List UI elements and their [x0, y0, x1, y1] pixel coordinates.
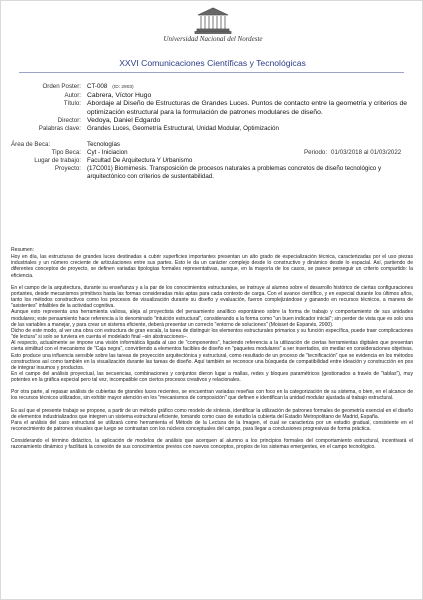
abstract-section	[11, 247, 413, 457]
orden-value	[87, 83, 416, 92]
abstract-paragraph-5: Al respecto, actualmente se impone una visión informática ligada al uso de "componentes", haciendo referencia a la utilización de ciertas herramientas digitales que presentan cierta similitud con el mecanismo de "Caja negra", convirtiendo a elementos facibles de diseño en "paquetes modulares" a ser insertados, sin mediar en consideraciones objetivas. Esto produce una influencia sensible sobre las tareas de proyección arquitectónica y estructural, como resultado de un proceso de "tecnificación" que se evidencia en los métodos constructivos así como también en la visualización durante las tareas de diseño. Aquí también se reconoce una búsqueda de compatibilidad entre ideación y construcción en pos de integrar insumos y productos.	[11, 340, 413, 371]
autor-label: Autor:	[64, 92, 81, 100]
periodo-value: 01/03/2018 al 01/03/2022	[331, 149, 402, 157]
orden-row	[11, 83, 416, 92]
university-name: Universidad Nacional del Nordeste	[163, 35, 263, 43]
palabras-label: Palabras clave:	[38, 124, 81, 132]
abstract-paragraph-2: En el campo de la arquitectura, durante su enseñanza y a la par de los conocimientos estructurales, se instruye al alumno sobre el desarrollo histórico de ciertas configuraciones portantes, desde mecanismos primitivos hasta las formas consideradas más aptas para cada contexto de carga. Con el avance científico, y en especial durante los últimos años, tanto los métodos constructivos como los procesos de visualización durante su diseño y evaluación, fueron complejizándose y ganando en recursos técnicos, a manera de "asistentes" infalibles de la actividad cognitiva.	[11, 284, 413, 310]
abstract-paragraph-10: Considerando el término didáctico, la aplicación de modelos de análisis que acerquen al alumno a los principios formales del comportamiento estructural, incentivará el razonamiento dinámico y facilitará la conexión de sus conocimientos previos con nuevos conceptos, propios de los sistemas emergentes, en el campo tecnológico.	[11, 438, 413, 451]
abstract-paragraph-8: Es así que el presente trabajo se propone, a partir de un método gráfico como modelo de síntesis, identificar la utilización de patrones formales de geometría esencial en el diseño de elementos industrializados que integren un sistema estructural eficiente, tomando como caso de estudio la cubierta del Estadio Metropolitano de Madrid, España.	[11, 407, 413, 420]
autor-value: Cabrera, Víctor Hugo	[87, 92, 152, 100]
titulo-value: Abordaje al Diseño de Estructuras de Grandes Luces. Puntos de contacto entre la geometría y criterios de optimización estructural para la formulación de patrones modulares de diseño.	[87, 100, 408, 116]
periodo-label: Periodo:	[304, 149, 328, 157]
titulo-row	[11, 100, 416, 116]
page-title: XXVI Comunicaciones Científicas y Tecnológicas	[119, 58, 306, 68]
university-logo	[161, 5, 265, 43]
director-row	[11, 117, 416, 125]
abstract-paragraph-7: Por otra parte, al repasar análisis de cubiertas de grandes luces recientes, se encuentran variadas reseñas con foco en la categorización de su sistema, o bien, en el alcance de los recursos técnicos utilizados, sin exhibir mayor atención en los "mecanismos de composición" que definen e identifican la unidad modular ajustada al trabajo estructural.	[11, 389, 413, 402]
metadata-section	[11, 83, 416, 181]
lugar-row	[11, 157, 416, 165]
palabras-row	[11, 125, 416, 133]
proyecto-value: (17C001) Biomimesis. Transposición de procesos naturales a problemas concretos de diseño tecnológico y arquitectónico con criterios de sustentabilidad.	[87, 165, 382, 181]
area-row	[11, 141, 416, 149]
header-divider	[19, 72, 404, 73]
proyecto-row	[11, 165, 416, 181]
area-label: Área de Beca:	[11, 141, 51, 148]
proyecto-label: Proyecto:	[54, 165, 81, 173]
titulo-label: Título:	[63, 100, 81, 108]
orden-label: Orden Poster:	[42, 83, 81, 90]
area-value: Tecnologías	[87, 141, 121, 148]
lugar-value: Facultad De Arquitectura Y Urbanismo	[87, 157, 193, 165]
abstract-paragraph-9: Para el análisis del caso estructural se utilizará como herramienta el Método de la Lectura de la Imagen, el cual se caracteriza por un estudio gradual, consistente en el reconocimiento de patrones visuales que luego se contrastan con los núcleos conceptuales del campo, para llegar a conclusiones progresivas de forma práctica.	[11, 419, 413, 433]
director-label: Director:	[57, 116, 81, 124]
periodo	[304, 149, 401, 157]
lugar-label: Lugar de trabajo:	[34, 157, 81, 165]
tipo-row	[11, 149, 416, 157]
palabras-value: Grandes Luces, Geometría Estructural, Unidad Modular, Optimización	[87, 124, 279, 132]
orden-code: CT-008	[87, 83, 108, 90]
abstract-paragraph-6: En el campo del análisis proyectual, las secuencias, combinaciones y conjuntos dieron lugar a mallas, redes y bloques paramétricos (gestionados a través de "tablas"), muy potentes en la gráfica especial pero tal vez, incompatible con ciertos procesos creativos y relacionales.	[11, 370, 413, 384]
tipo-value: Cyt - Iniciacion	[87, 149, 128, 157]
orden-id: (ID: 2903)	[112, 85, 134, 90]
abstract-label: Resumen:	[11, 247, 35, 253]
tipo-label: Tipo Beca:	[51, 149, 81, 157]
university-seal-icon	[190, 5, 236, 35]
director-value: Vedoya, Daniel Edgardo	[87, 116, 161, 124]
abstract-paragraph-4: Dicho de este modo, al ver una obra con estructura de gran escala, la tarea de distinguir los elementos estructurales primarios y su función específica, puede traer complicaciones "de lectura" si solo se turviera en cuenta el modelado final –sin abstracciones–.	[11, 327, 413, 341]
abstract-paragraph-3: Aunque esto representa una herramienta valiosa, aleja al proyectista del pensamiento analítico espontáneo sobre la forma de trabajo y comportamiento de sus unidades modulares; este pensamiento hace referencia a lo denominado "intuición estructural", considerando a la forma como "un buen indicador inicial"; sin perder de vista que es solo una de las variables a manejar, y para crear un sistema eficiente, deberá presentar un correcto "entorno de soluciones" (Moisset de Espanés, 2000).	[11, 309, 413, 328]
abstract-paragraph-1: Hoy en día, las estructuras de grandes luces destinadas a cubrir superficies importantes presentan un alto grado de especialización técnica, caracterizadas por el uso piezas industriales y un número creciente de articulaciones entre sus partes. Esto le da un carácter complejo desde lo constructivo y dinámico desde lo espacial. Así, partiendo de diferentes conceptos de proyecto, se definen variadas tipologías formales representativas, aunque, en la mayoría de los casos, se parece perseguir un criterio compartido: la eficiencia.	[11, 254, 413, 279]
autor-row	[11, 92, 416, 100]
